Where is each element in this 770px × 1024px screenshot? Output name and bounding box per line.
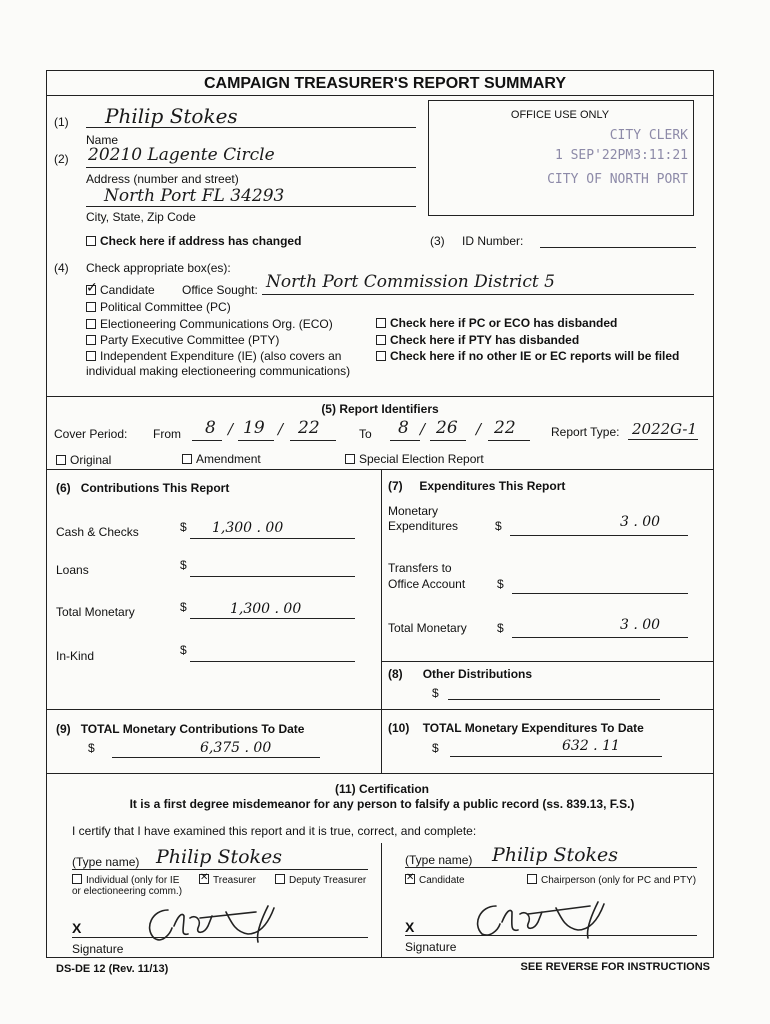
- divider-9-10: [381, 709, 382, 773]
- address-value[interactable]: 20210 Lagente Circle: [88, 145, 275, 165]
- eco-label: Electioneering Communications Org. (ECO): [100, 317, 333, 331]
- name-underline: [86, 127, 416, 128]
- original-checkbox[interactable]: [56, 455, 66, 465]
- from-month[interactable]: 8: [205, 418, 216, 438]
- total-exp-line: [512, 637, 688, 638]
- divider-6-7: [381, 469, 382, 709]
- divider-section5: [46, 396, 714, 397]
- loans-label: Loans: [56, 563, 89, 577]
- ie-label: Independent Expenditure (IE) (also covers an: [100, 349, 342, 363]
- transfers-field[interactable]: [512, 593, 688, 594]
- other-distributions-header: [388, 667, 532, 681]
- divider-signatures: [381, 843, 382, 958]
- right-signature-line: [405, 935, 697, 936]
- amendment-row[interactable]: [182, 452, 261, 466]
- office-use-label: OFFICE USE ONLY: [510, 109, 610, 121]
- loans-field[interactable]: [190, 576, 355, 577]
- disbanded-pty-label: Check here if PTY has disbanded: [390, 333, 580, 347]
- expenditures-header: [388, 479, 565, 493]
- total-exp-to-date-line: [450, 756, 662, 757]
- divider-section9: [46, 709, 714, 710]
- chairperson-checkbox[interactable]: [527, 874, 537, 884]
- original-row[interactable]: [56, 453, 111, 467]
- candidate-label: Candidate: [100, 283, 155, 297]
- address-changed-checkbox[interactable]: [86, 236, 96, 246]
- section2-number: (2): [54, 152, 69, 166]
- section9-number: (9): [56, 722, 71, 736]
- pty-label: Party Executive Committee (PTY): [100, 333, 280, 347]
- total-contrib-line: [190, 618, 355, 619]
- total-exp-to-date-dollar: $: [432, 741, 439, 755]
- address-underline: [86, 167, 416, 168]
- original-label: Original: [70, 453, 112, 467]
- office-sought-underline: [262, 294, 694, 295]
- right-candidate-checkbox[interactable]: [405, 874, 415, 884]
- deputy-label: Deputy Treasurer: [289, 875, 367, 886]
- right-signer-name[interactable]: Philip Stokes: [492, 844, 619, 866]
- certification-statement: I certify that I have examined this report and it is true, correct, and complete:: [72, 824, 477, 838]
- cash-value[interactable]: 1,300 . 00: [212, 520, 284, 536]
- total-exp-label: Total Monetary: [388, 621, 467, 635]
- right-candidate-row[interactable]: [405, 874, 465, 886]
- to-year[interactable]: 22: [494, 418, 516, 438]
- section8-number: (8): [388, 667, 403, 681]
- individual-checkbox[interactable]: [72, 874, 82, 884]
- right-signature-image[interactable]: [466, 896, 616, 940]
- certification-warning: It is a first degree misdemeanor for any person to falsify a public record (ss. 839.13, F.S.): [129, 797, 635, 811]
- inkind-dollar: $: [180, 643, 187, 657]
- total-contrib-to-date-title: TOTAL Monetary Contributions To Date: [80, 722, 305, 736]
- total-contrib-to-date-dollar: $: [88, 741, 95, 755]
- pc-label: Political Committee (PC): [100, 300, 231, 314]
- other-distributions-dollar: $: [432, 686, 439, 700]
- monetary-exp-dollar: $: [495, 519, 502, 533]
- total-contrib-to-date-value[interactable]: 6,375 . 00: [200, 740, 272, 756]
- left-type-name-label: (Type name): [72, 855, 140, 869]
- monetary-exp-label1: Monetary: [388, 504, 439, 518]
- address-changed-label: Check here if address has changed: [100, 234, 302, 248]
- disbanded-pc-label: Check here if PC or ECO has disbanded: [390, 316, 618, 330]
- deputy-checkbox[interactable]: [275, 874, 285, 884]
- instructions-note: SEE REVERSE FOR INSTRUCTIONS: [520, 961, 710, 973]
- inkind-label: In-Kind: [56, 649, 95, 663]
- id-number-label: ID Number:: [462, 234, 524, 248]
- total-contrib-value[interactable]: 1,300 . 00: [230, 601, 302, 617]
- section4-number: (4): [54, 261, 69, 275]
- right-signature-label: Signature: [405, 940, 457, 954]
- stamp-line3: CITY OF NORTH PORT: [547, 172, 688, 187]
- section6-number: (6): [56, 481, 71, 495]
- cash-label: Cash & Checks: [56, 525, 139, 539]
- special-label: Special Election Report: [359, 452, 484, 466]
- left-signature-label: Signature: [72, 942, 124, 956]
- office-sought-label: Office Sought:: [182, 283, 258, 297]
- id-number-field[interactable]: [540, 247, 696, 248]
- chairperson-row[interactable]: [527, 874, 696, 886]
- special-checkbox[interactable]: [345, 454, 355, 464]
- special-row[interactable]: [345, 452, 484, 466]
- from-label: From: [153, 427, 181, 441]
- candidate-row[interactable]: [86, 283, 155, 297]
- cover-period-label: Cover Period:: [54, 427, 128, 441]
- from-day[interactable]: 19: [243, 418, 265, 438]
- loans-dollar: $: [180, 558, 187, 572]
- contributions-header: [56, 481, 229, 495]
- eco-checkbox[interactable]: [86, 319, 96, 329]
- chairperson-label: Chairperson (only for PC and PTY): [541, 875, 697, 886]
- from-year[interactable]: 22: [298, 418, 320, 438]
- disbanded-pty-checkbox[interactable]: [376, 335, 386, 345]
- from-year-line: [290, 440, 336, 441]
- pty-row[interactable]: [86, 333, 279, 347]
- divider-section11: [46, 773, 714, 774]
- title-divider: [46, 95, 714, 96]
- check-boxes-label: Check appropriate box(es):: [86, 261, 231, 275]
- monetary-exp-line: [510, 535, 688, 536]
- section3-number: (3): [430, 234, 445, 248]
- other-distributions-field[interactable]: [448, 699, 660, 700]
- treasurer-label: Treasurer: [213, 875, 256, 886]
- total-exp-dollar: $: [497, 621, 504, 635]
- total-contrib-to-date-header: [56, 722, 304, 736]
- ie-checkbox[interactable]: [86, 351, 96, 361]
- ie-row[interactable]: [86, 349, 341, 363]
- expenditures-title: Expenditures This Report: [419, 479, 566, 493]
- name-value[interactable]: Philip Stokes: [105, 104, 238, 128]
- individual-row[interactable]: [72, 874, 179, 886]
- amendment-checkbox[interactable]: [182, 454, 192, 464]
- right-x-mark: X: [405, 919, 415, 935]
- from-day-line: [238, 440, 274, 441]
- to-label: To: [359, 427, 372, 441]
- disbanded-pc-row[interactable]: [376, 316, 617, 330]
- cash-dollar: $: [180, 520, 187, 534]
- disbanded-pc-checkbox[interactable]: [376, 318, 386, 328]
- total-contrib-dollar: $: [180, 600, 187, 614]
- left-x-mark: X: [72, 920, 82, 936]
- city-label: City, State, Zip Code: [86, 210, 196, 224]
- pty-checkbox[interactable]: [86, 335, 96, 345]
- monetary-exp-label2: Expenditures: [388, 519, 459, 533]
- individual-label: Individual (only for IE: [86, 875, 180, 886]
- candidate-checkbox[interactable]: [86, 285, 96, 295]
- address-label: Address (number and street): [86, 172, 239, 186]
- disbanded-pty-row[interactable]: [376, 333, 579, 347]
- contributions-title: Contributions This Report: [80, 481, 230, 495]
- to-month[interactable]: 8: [398, 418, 409, 438]
- to-day-line: [430, 440, 466, 441]
- city-value[interactable]: North Port FL 34293: [104, 186, 285, 206]
- transfers-dollar: $: [497, 577, 504, 591]
- pc-row[interactable]: [86, 300, 231, 314]
- total-exp-to-date-title: TOTAL Monetary Expenditures To Date: [422, 721, 644, 735]
- section1-number: (1): [54, 115, 69, 129]
- eco-row[interactable]: [86, 317, 333, 331]
- section10-number: (10): [388, 721, 410, 735]
- divider-section6: [46, 469, 714, 470]
- right-candidate-label: Candidate: [419, 875, 465, 886]
- left-signature-line: [72, 937, 368, 938]
- stamp-line1: CITY CLERK: [609, 128, 688, 143]
- total-exp-to-date-value[interactable]: 632 . 11: [562, 738, 620, 754]
- left-signer-name[interactable]: Philip Stokes: [156, 846, 283, 868]
- name-label: Name: [86, 133, 119, 147]
- inkind-field[interactable]: [190, 661, 355, 662]
- stamp-line2: 1 SEP'22PM3:11:21: [554, 148, 688, 163]
- monetary-exp-value[interactable]: 3 . 00: [620, 514, 661, 530]
- no-other-checkbox[interactable]: [376, 351, 386, 361]
- form-title: CAMPAIGN TREASURER'S REPORT SUMMARY: [203, 75, 567, 92]
- individual-label-line2: or electioneering comm.): [72, 886, 183, 897]
- transfers-label1: Transfers to: [388, 561, 452, 575]
- left-name-line: [72, 869, 368, 870]
- to-month-line: [390, 440, 420, 441]
- cash-line: [190, 538, 355, 539]
- transfers-label2: Office Account: [388, 577, 466, 591]
- report-identifiers-title: (5) Report Identifiers: [321, 402, 439, 416]
- from-month-line: [192, 440, 222, 441]
- total-exp-to-date-header: [388, 721, 644, 735]
- form-id: DS-DE 12 (Rev. 11/13): [56, 963, 169, 975]
- total-exp-value[interactable]: 3 . 00: [620, 617, 661, 633]
- treasurer-row[interactable]: [199, 874, 256, 886]
- divider-section8: [381, 661, 714, 662]
- total-contrib-to-date-line: [112, 757, 320, 758]
- treasurer-checkbox[interactable]: [199, 874, 209, 884]
- deputy-row[interactable]: [275, 874, 366, 886]
- certification-title: (11) Certification: [334, 782, 430, 796]
- no-other-row[interactable]: [376, 349, 679, 363]
- section7-number: (7): [388, 479, 403, 493]
- other-distributions-title: Other Distributions: [422, 667, 533, 681]
- city-underline: [86, 206, 416, 207]
- report-type-value[interactable]: 2022G-1: [632, 420, 698, 438]
- right-type-name-label: (Type name): [405, 853, 473, 867]
- pc-checkbox[interactable]: [86, 302, 96, 312]
- address-changed-row[interactable]: [86, 234, 301, 248]
- right-name-line: [405, 867, 697, 868]
- to-day[interactable]: 26: [436, 418, 458, 438]
- to-year-line: [488, 440, 530, 441]
- amendment-label: Amendment: [196, 452, 261, 466]
- ie-label-line2: individual making electioneering communications): [86, 364, 351, 378]
- no-other-label: Check here if no other IE or EC reports will be filed: [390, 349, 680, 363]
- office-sought-value[interactable]: North Port Commission District 5: [266, 272, 555, 292]
- report-type-line: [628, 439, 698, 440]
- report-type-label: Report Type:: [551, 425, 620, 439]
- total-contrib-label: Total Monetary: [56, 605, 135, 619]
